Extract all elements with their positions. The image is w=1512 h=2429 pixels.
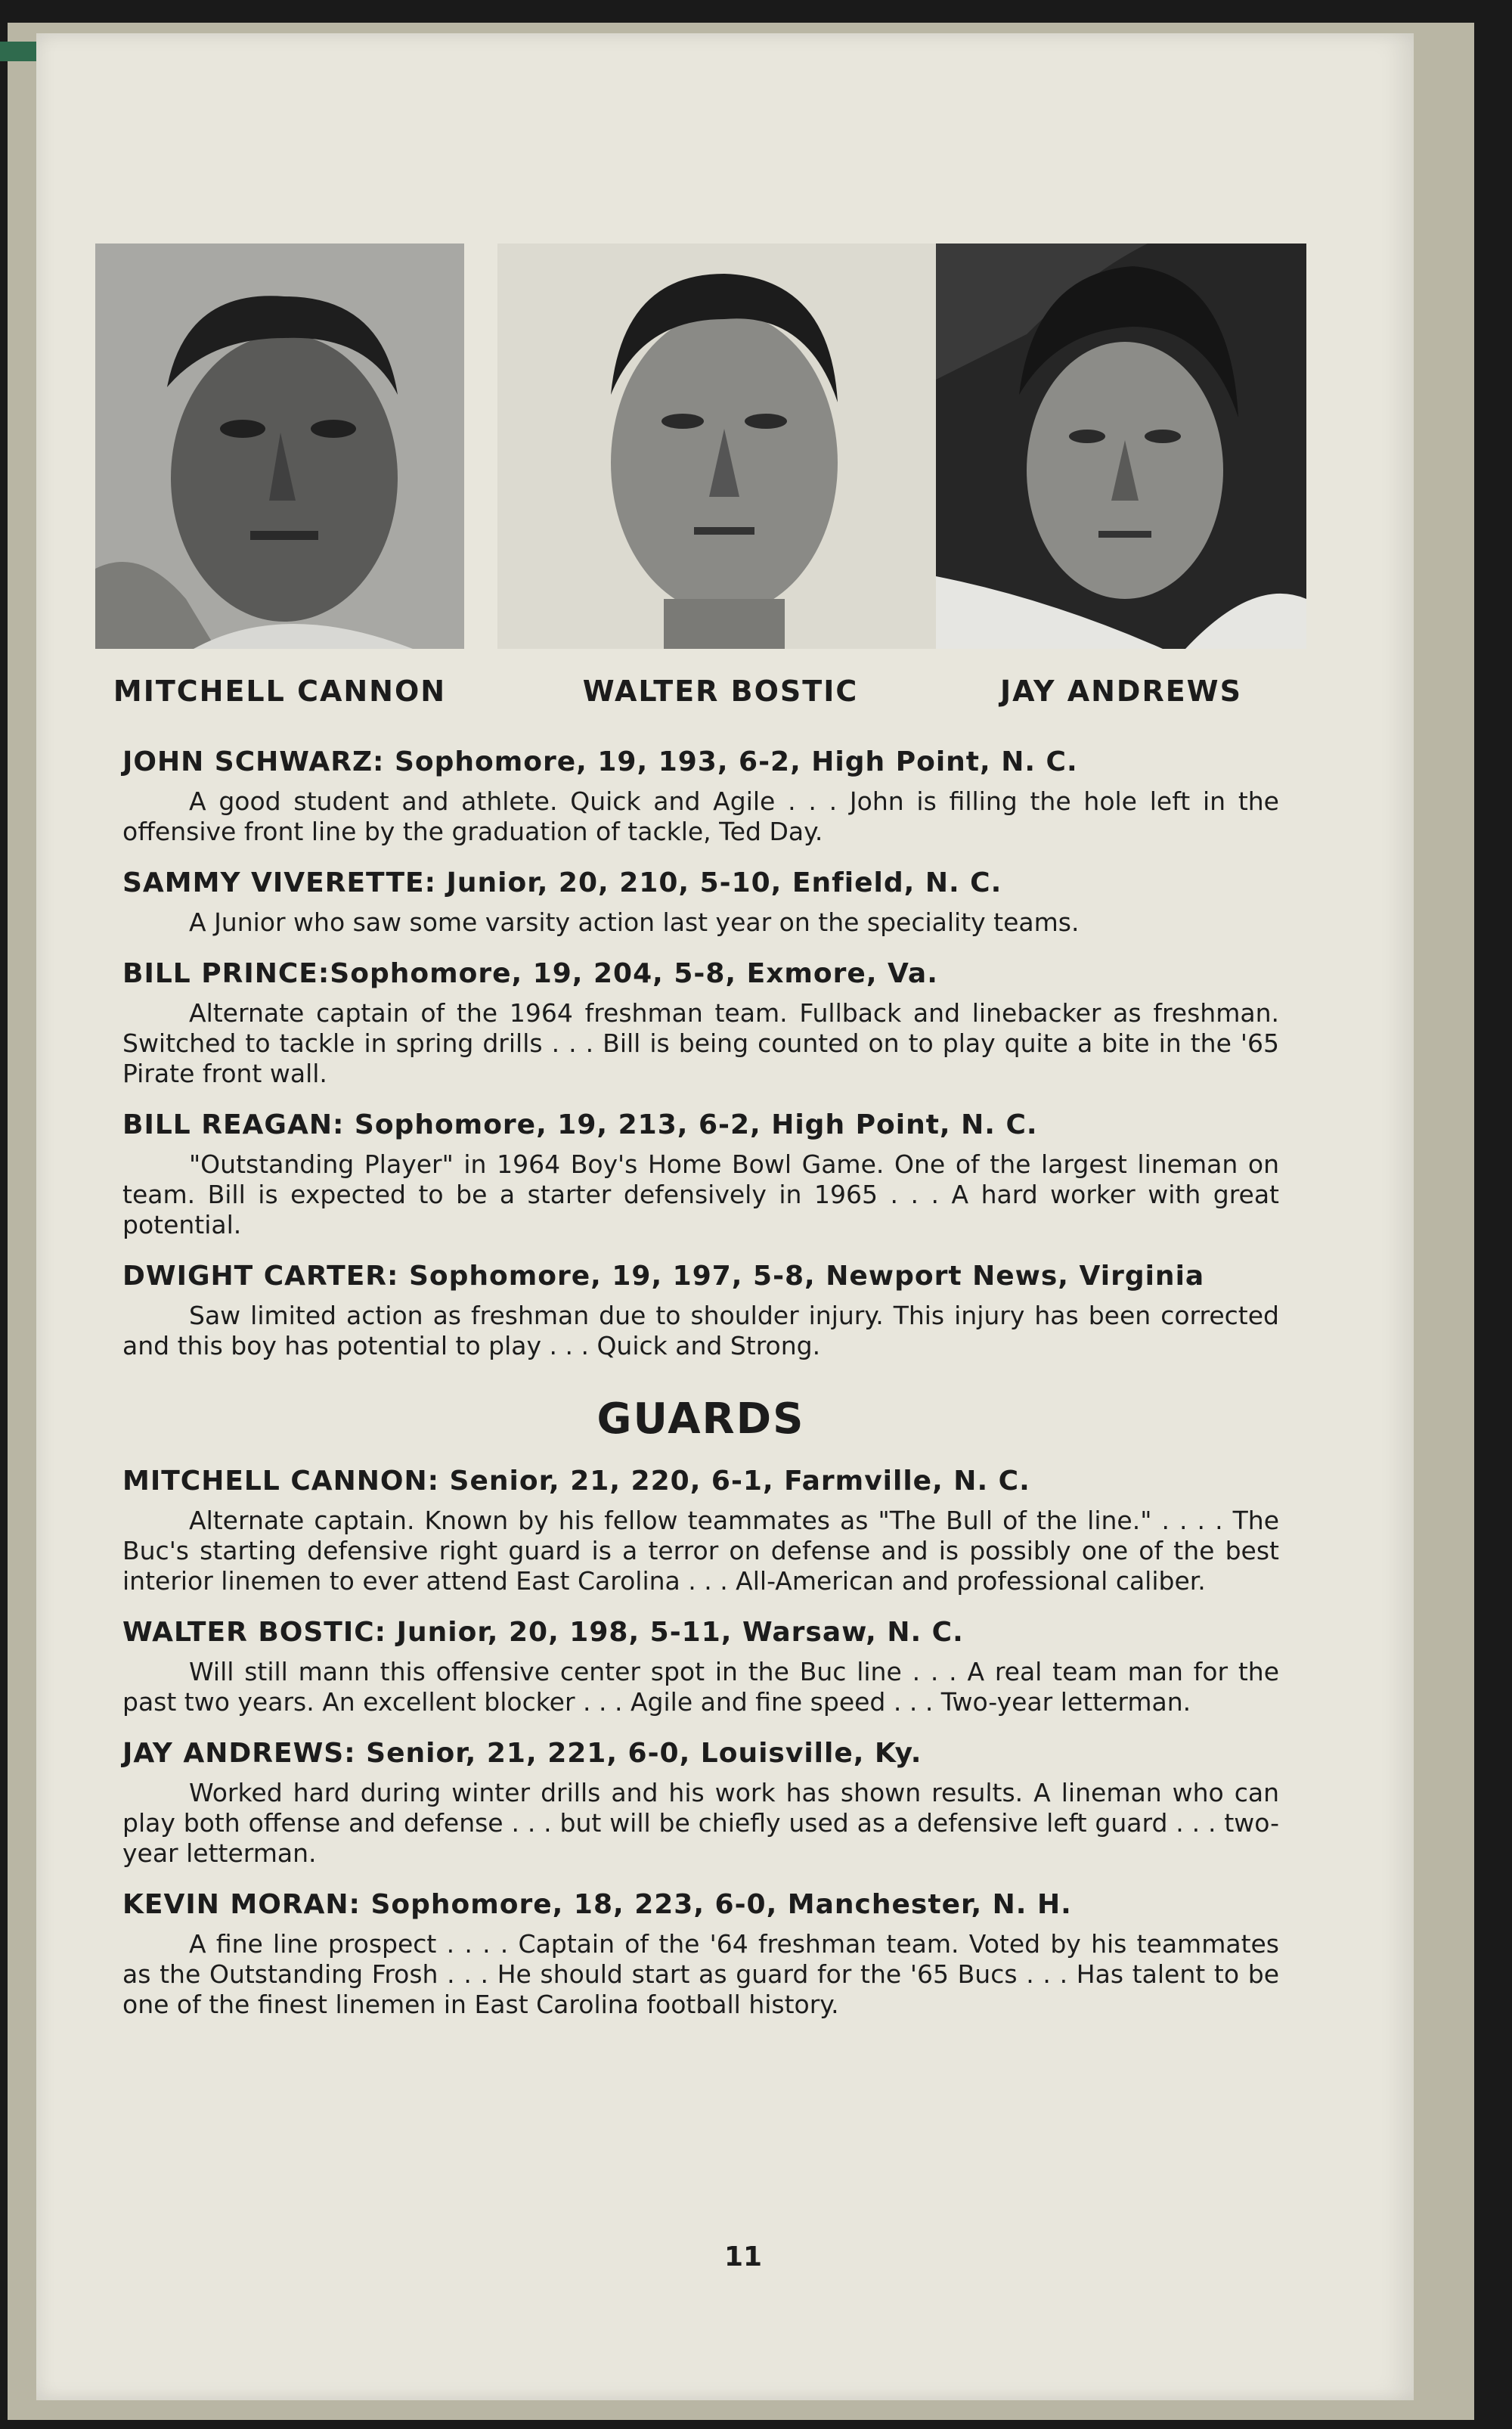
- player-description: Alternate captain. Known by his fellow teammates as "The Bull of the line." . . . . The Buc's starting defensive right guard is a terror on defense and is possibly one of the best interior linemen to ever attend East Carolina . . . All-American and professional caliber.: [122, 1506, 1279, 1596]
- player-heading: DWIGHT CARTER: Sophomore, 19, 197, 5-8, Newport News, Virginia: [122, 1261, 1205, 1292]
- player-description: A Junior who saw some varsity action last year on the speciality teams.: [189, 907, 1080, 937]
- player-entry: [122, 1887, 1279, 2020]
- player-heading: MITCHELL CANNON: Senior, 21, 220, 6-1, Farmville, N. C.: [122, 1466, 1030, 1497]
- player-entry: [122, 1463, 1279, 1596]
- player-heading: JAY ANDREWS: Senior, 21, 221, 6-0, Louisville, Ky.: [122, 1738, 922, 1769]
- player-entry: [122, 1107, 1279, 1240]
- section-title-guards: GUARDS: [596, 1394, 805, 1444]
- photo-caption: WALTER BOSTIC: [582, 675, 859, 708]
- player-description: Saw limited action as freshman due to shoulder injury. This injury has been corrected and this boy has potential to play . . . Quick and Strong.: [122, 1301, 1279, 1360]
- roster-text: [122, 744, 1279, 2038]
- player-entry: [122, 1258, 1279, 1361]
- player-heading: BILL PRINCE:Sophomore, 19, 204, 5-8, Exmore, Va.: [122, 958, 938, 989]
- player-heading: JOHN SCHWARZ: Sophomore, 19, 193, 6-2, High Point, N. C.: [122, 746, 1078, 777]
- photo-walter-bostic: [497, 244, 943, 649]
- player-description: A good student and athlete. Quick and Agile . . . John is filling the hole left in the offensive front line by the graduation of tackle, Ted Day.: [122, 786, 1279, 846]
- player-entry: [122, 1736, 1279, 1869]
- player-heading: WALTER BOSTIC: Junior, 20, 198, 5-11, Warsaw, N. C.: [122, 1617, 964, 1648]
- player-portrait-photo-icon: [936, 244, 1306, 649]
- player-description: "Outstanding Player" in 1964 Boy's Home Bowl Game. One of the largest lineman on team. Bill is expected to be a starter defensively in 1965 . . . A hard worker with great potential.: [122, 1149, 1279, 1239]
- document-page: [36, 33, 1414, 2400]
- page-number: 11: [723, 2241, 763, 2272]
- player-description: Will still mann this offensive center spot in the Buc line . . . A real team man for the past two years. An excellent blocker . . . Agile and fine speed . . . Two-year letterman.: [122, 1657, 1279, 1717]
- player-entry: [122, 744, 1279, 847]
- player-description: A fine line prospect . . . . Captain of the '64 freshman team. Voted by his teammates as the Outstanding Frosh . . . He should start as guard for the '65 Bucs . . . Has talent to be one of the finest linemen in East Carolina football history.: [122, 1929, 1279, 2019]
- player-heading: KEVIN MORAN: Sophomore, 18, 223, 6-0, Manchester, N. H.: [122, 1889, 1072, 1920]
- player-portrait-photo-icon: [95, 244, 464, 649]
- photo-caption: JAY ANDREWS: [1000, 675, 1242, 708]
- player-portrait-photo-icon: [497, 244, 943, 649]
- player-entry: [122, 1615, 1279, 1717]
- player-description: Alternate captain of the 1964 freshman team. Fullback and linebacker as freshman. Switched to tackle in spring drills . . . Bill is being counted on to play quite a bite in the '65 Pirate front wall.: [122, 998, 1279, 1088]
- player-heading: BILL REAGAN: Sophomore, 19, 213, 6-2, High Point, N. C.: [122, 1109, 1038, 1140]
- player-entry: [122, 865, 1279, 938]
- player-description: Worked hard during winter drills and his work has shown results. A lineman who can play both offense and defense . . . but will be chiefly used as a defensive left guard . . . two-year letterman.: [122, 1778, 1279, 1868]
- photo-jay-andrews: [936, 244, 1306, 649]
- photo-mitchell-cannon: [95, 244, 464, 649]
- player-heading: SAMMY VIVERETTE: Junior, 20, 210, 5-10, Enfield, N. C.: [122, 867, 1002, 898]
- photo-caption: MITCHELL CANNON: [113, 675, 447, 708]
- player-entry: [122, 956, 1279, 1089]
